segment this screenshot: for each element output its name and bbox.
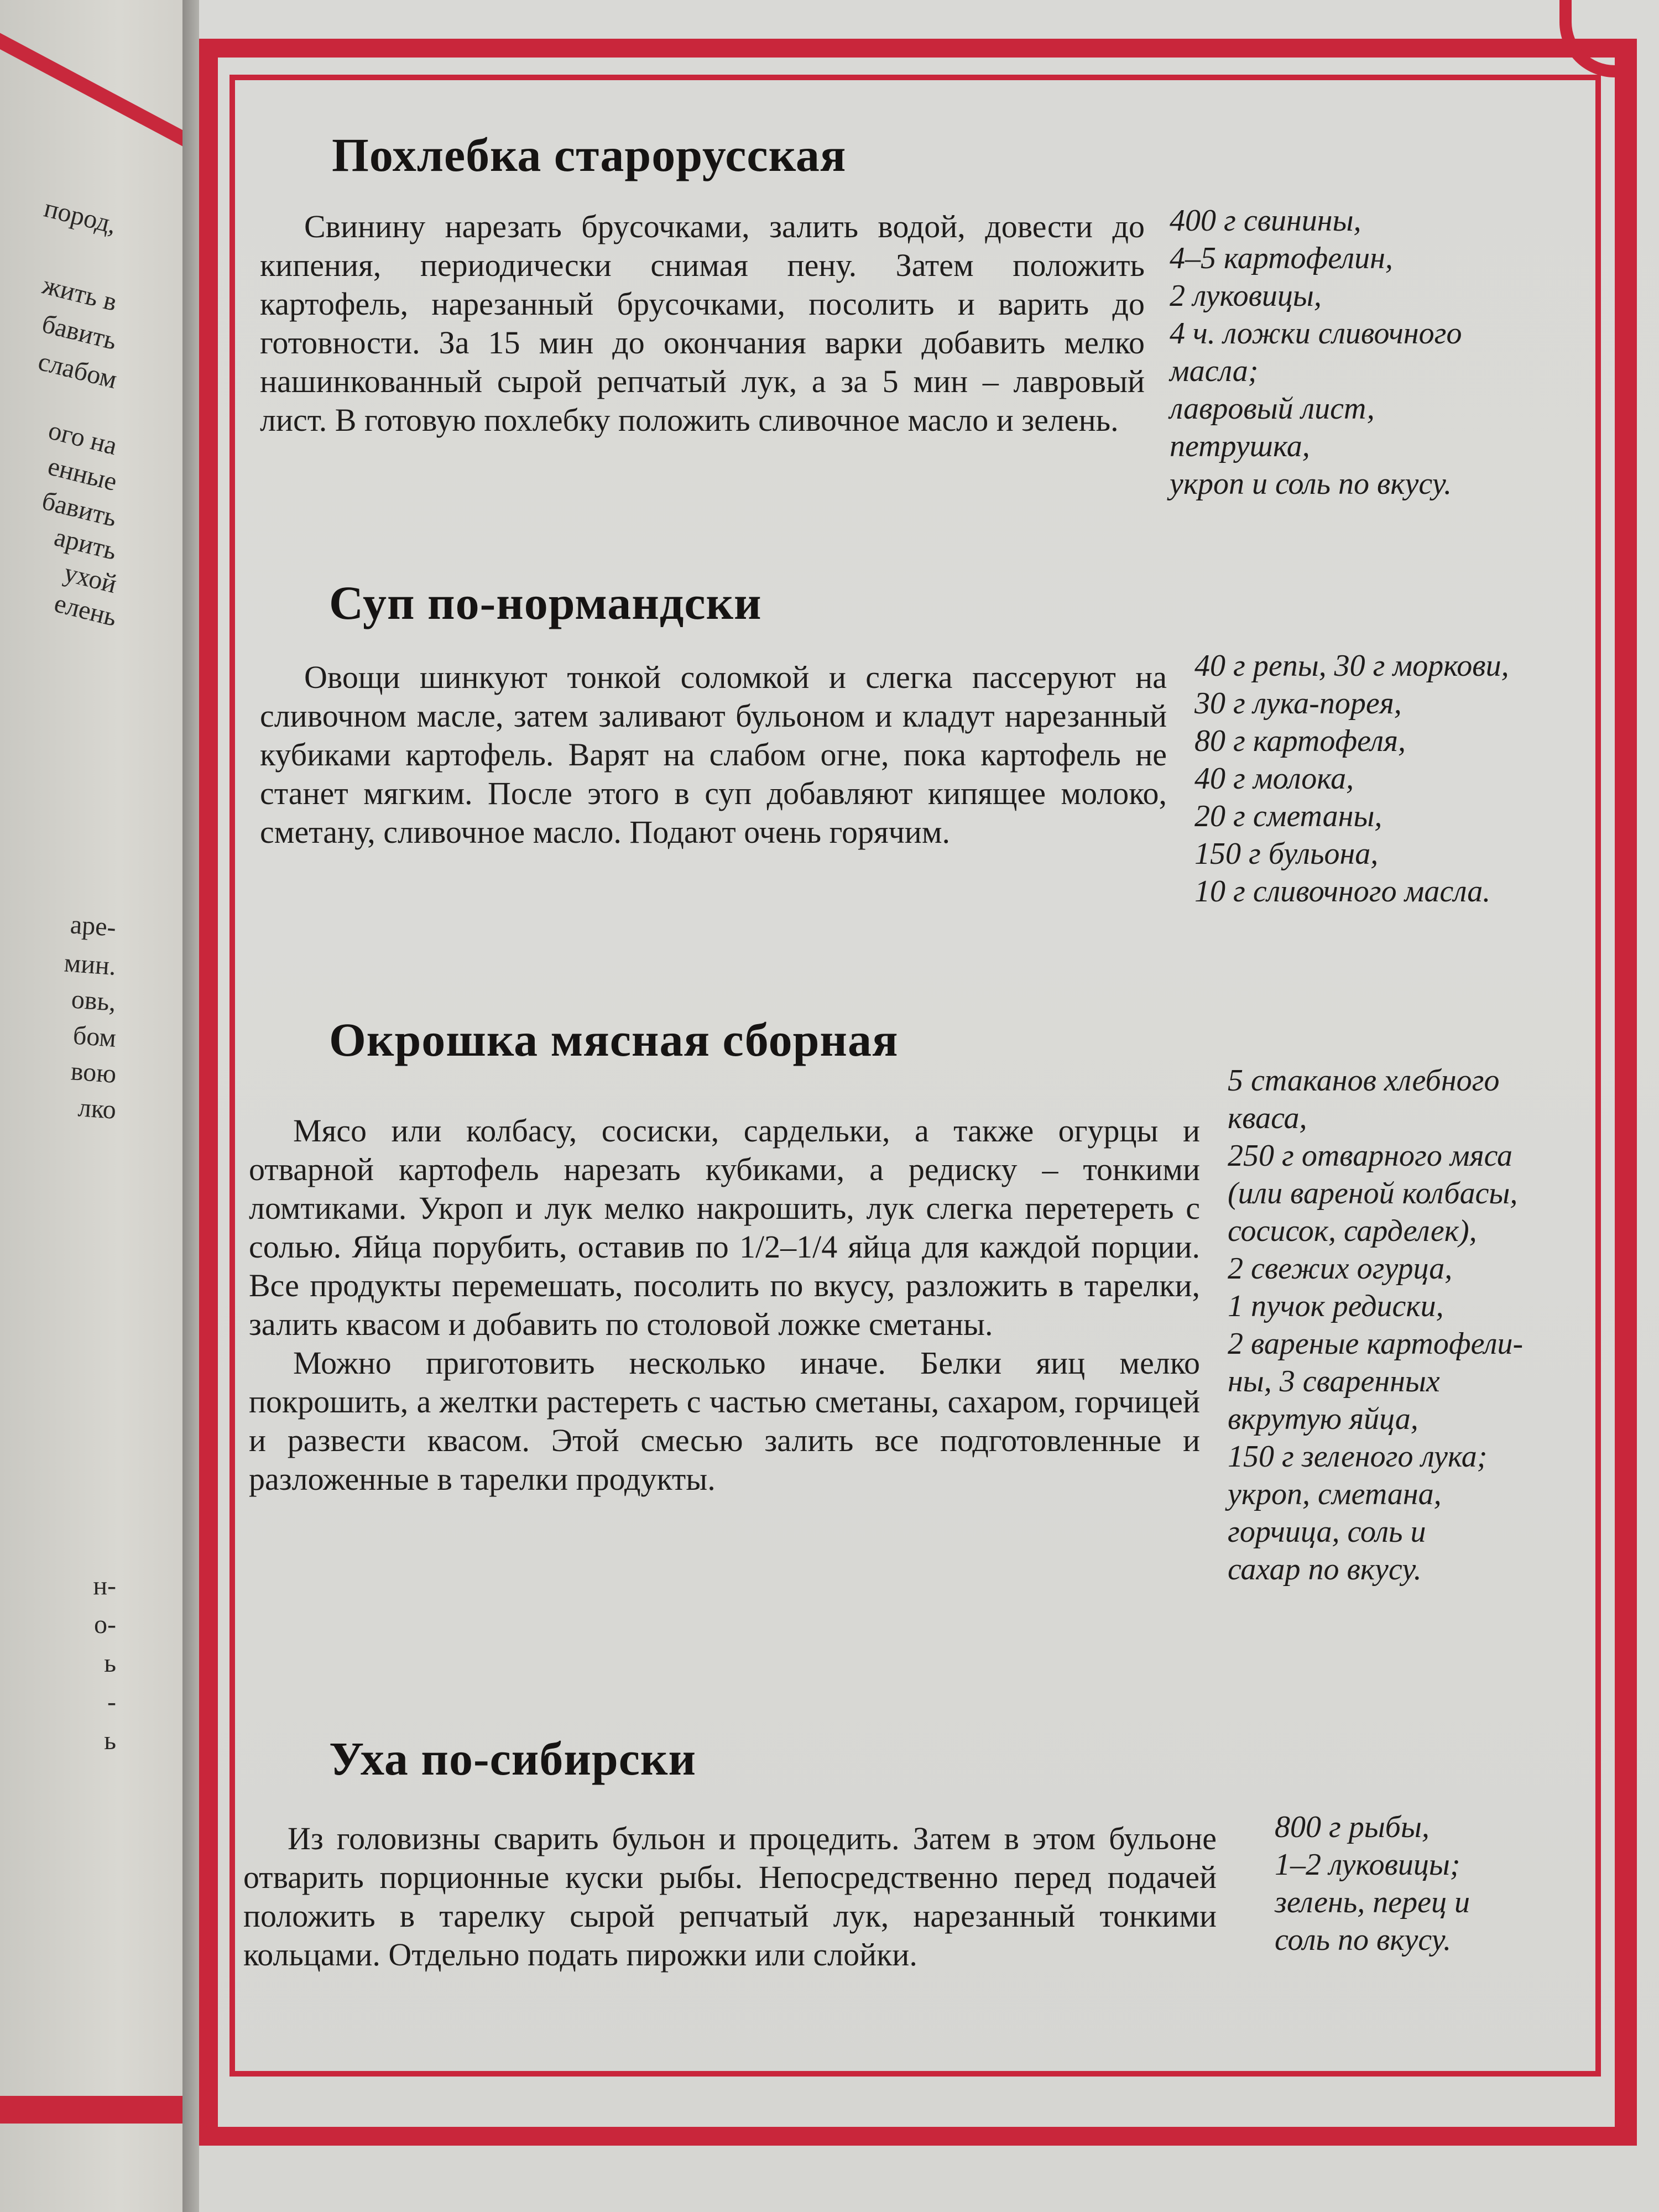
previous-page-text-fragment: ь xyxy=(104,1648,116,1678)
previous-page-text-fragment: бавить xyxy=(39,486,120,533)
ingredient-line: 4–5 картофелин, xyxy=(1170,241,1393,275)
ingredient-line: 40 г репы, 30 г моркови, xyxy=(1194,649,1509,683)
previous-page-text-fragment: - xyxy=(107,1687,116,1717)
previous-page-text-fragment: бавить xyxy=(39,309,120,356)
ingredient-list xyxy=(1275,1808,1470,1959)
previous-page-border-bottom xyxy=(0,2096,199,2124)
ingredient-line: горчица, соль и xyxy=(1228,1515,1426,1549)
recipe-instructions xyxy=(260,658,1167,852)
ingredient-list xyxy=(1170,202,1462,503)
ingredient-line: 40 г молока, xyxy=(1194,761,1354,796)
previous-page-text-fragment: елень xyxy=(51,588,120,633)
previous-page-text-fragment: аре- xyxy=(69,910,117,942)
recipe-title: Похлебка старорусская xyxy=(332,128,847,181)
previous-page-text-fragment: жить в xyxy=(39,270,120,317)
previous-page-text-fragment: енные xyxy=(45,451,120,497)
ingredient-line: 250 г отварного мяса xyxy=(1228,1139,1513,1173)
ingredient-line: 2 вареные картофели- xyxy=(1228,1327,1524,1361)
ingredient-line: укроп и соль по вкусу. xyxy=(1170,467,1452,501)
recipe-instructions xyxy=(249,1112,1200,1499)
recipe-paragraph: Мясо или колбасу, сосиски, сардельки, а также огурцы и отварной картофель нарезать кубиками, а редиску – тонкими ломтиками. Укроп и лук мелко накрошить, лук слегка перетереть с солью. Яйца порубить, оставив по 1/2–1/4 яйца для каждой порции. Все продукты перемешать, посолить по вкусу, разложить в тарелки, залить квасом и добавить по столовой ложке сметаны. xyxy=(249,1113,1200,1342)
previous-page-text-fragment: ого на xyxy=(45,415,120,461)
ingredient-line: 10 г сливочного масла. xyxy=(1194,874,1491,909)
ingredient-line: 1–2 луковицы; xyxy=(1275,1848,1460,1882)
ingredient-line: сосисок, сарделек), xyxy=(1228,1214,1477,1248)
ingredient-line: вкрутую яйца, xyxy=(1228,1402,1418,1436)
ingredient-line: 30 г лука-порея, xyxy=(1194,686,1402,721)
ingredient-list xyxy=(1228,1062,1523,1588)
recipe-instructions xyxy=(243,1819,1217,1974)
previous-page-text-fragment: мин. xyxy=(63,948,117,981)
previous-page-text-fragment: ухой xyxy=(61,557,120,599)
recipe-paragraph: Овощи шинкуют тонкой соломкой и слегка пассеруют на сливочном масле, затем заливают бульоном и кладут нарезанный кубиками картофель. Варят на слабом огне, пока картофель не станет мягким. После этого в суп добавляют кипящее молоко, сметану, сливочное масло. Подают очень горячим. xyxy=(260,659,1167,850)
previous-page-text-fragment: пород, xyxy=(41,193,120,240)
ingredient-line: сахар по вкусу. xyxy=(1228,1552,1422,1587)
recipe-paragraph: Из головизны сварить бульон и процедить. Затем в этом бульоне отварить порционные куски рыбы. Непосредственно перед подачей положить в тарелку сырой репчатый лук, нарезанный тонкими кольцами. Отдельно подать пирожки или слойки. xyxy=(243,1820,1217,1973)
previous-page-border-top xyxy=(0,23,196,150)
previous-page-text-fragment: арить xyxy=(51,522,120,566)
recipe-title: Окрошка мясная сборная xyxy=(329,1013,899,1066)
ingredient-line: зелень, перец и xyxy=(1275,1885,1470,1919)
previous-page-text-fragment: лко xyxy=(77,1093,117,1125)
recipe-instructions xyxy=(260,207,1145,440)
ingredient-line: 80 г картофеля, xyxy=(1194,724,1406,758)
ingredient-line: укроп, сметана, xyxy=(1228,1477,1442,1511)
recipe-title: Уха по-сибирски xyxy=(329,1732,696,1785)
ingredient-line: 4 ч. ложки сливочного xyxy=(1170,316,1462,351)
ingredient-line: ны, 3 сваренных xyxy=(1228,1364,1440,1399)
page-content xyxy=(199,0,1659,2212)
ingredient-line: 2 свежих огурца, xyxy=(1228,1251,1453,1286)
previous-page-text-fragment: ь xyxy=(104,1726,116,1755)
previous-page xyxy=(0,0,199,2212)
ingredient-line: лавровый лист, xyxy=(1170,392,1375,426)
previous-page-text-fragment: овь, xyxy=(70,984,117,1017)
recipe-paragraph: Можно приготовить несколько иначе. Белки яиц мелко покрошить, а желтки растереть с частью сметаны, сахаром, горчицей и развести квасом. Этой смесью залить все подготовленные и разложенные в тарелки продукты. xyxy=(249,1345,1200,1497)
ingredient-line: 400 г свинины, xyxy=(1170,204,1361,238)
ingredient-line: соль по вкусу. xyxy=(1275,1923,1452,1957)
ingredient-line: масла; xyxy=(1170,354,1259,388)
ingredient-line: 150 г зеленого лука; xyxy=(1228,1439,1488,1474)
ingredient-line: кваса, xyxy=(1228,1101,1307,1135)
ingredient-line: 2 луковицы, xyxy=(1170,279,1322,313)
ingredient-list xyxy=(1194,647,1509,910)
ingredient-line: петрушка, xyxy=(1170,429,1310,463)
ingredient-line: 1 пучок редиски, xyxy=(1228,1289,1444,1323)
ingredient-line: 800 г рыбы, xyxy=(1275,1810,1430,1844)
previous-page-text-fragment: бом xyxy=(72,1020,117,1053)
recipe-paragraph: Свинину нарезать брусочками, залить водой, довести до кипения, периодически снимая пену. Затем положить картофель, нарезанный брусочками, посолить и варить до готовности. За 15 мин до окончания варки добавить мелко нашинкованный сырой репчатый лук, а за 5 мин – лавровый лист. В готовую похлебку положить сливочное масло и зелень. xyxy=(260,208,1145,438)
previous-page-text-fragment: о- xyxy=(94,1610,116,1639)
ingredient-line: 20 г сметаны, xyxy=(1194,799,1383,833)
ingredient-line: 150 г бульона, xyxy=(1194,837,1379,871)
previous-page-text-fragment: слабом xyxy=(35,346,120,395)
recipe-title: Суп по-нормандски xyxy=(329,576,762,629)
cookbook-page xyxy=(199,0,1659,2212)
ingredient-line: 5 стаканов хлебного xyxy=(1228,1063,1500,1098)
previous-page-text-fragment: вою xyxy=(70,1056,117,1089)
previous-page-text-fragment: н- xyxy=(93,1571,116,1600)
ingredient-line: (или вареной колбасы, xyxy=(1228,1176,1518,1211)
